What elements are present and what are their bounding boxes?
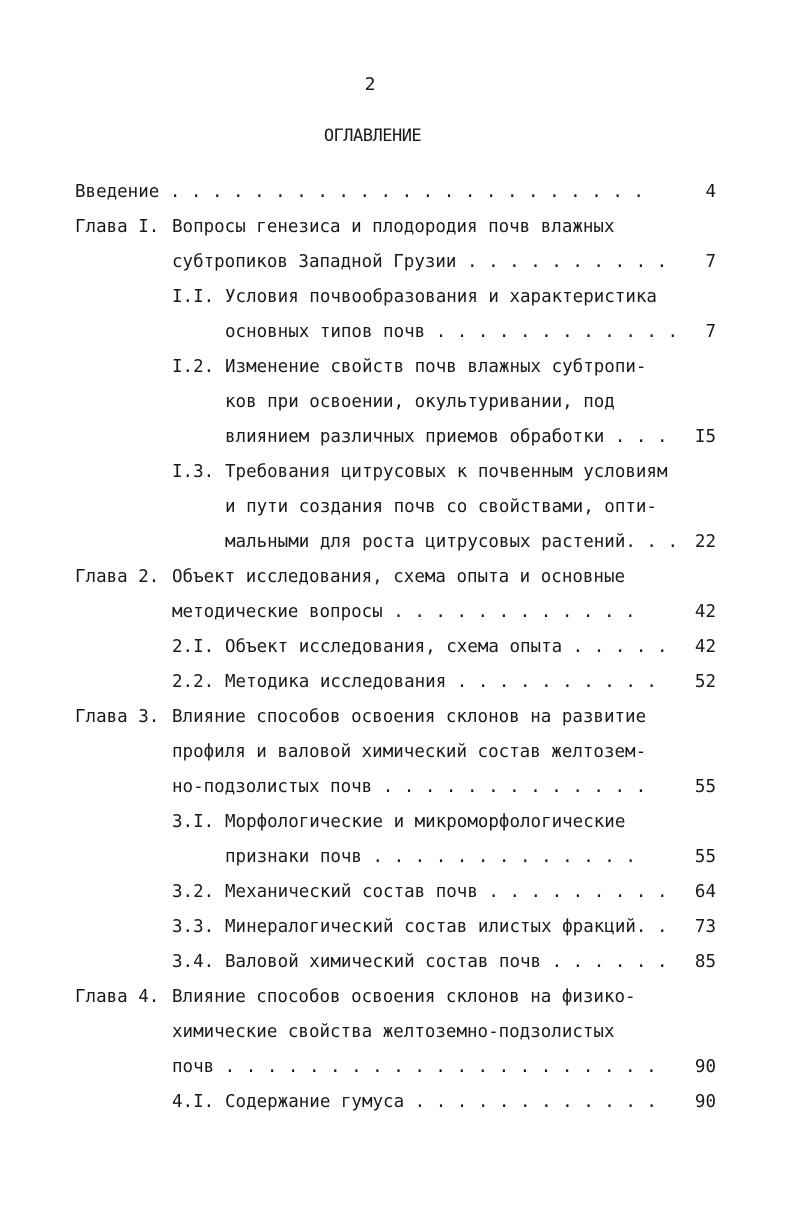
toc-entry-page: 7 [705,322,716,342]
toc-entry-page: 22 [694,532,716,552]
toc-entry-continuation [0,423,799,458]
toc-entry-section-3-2 [0,878,799,913]
toc-entry-text: признаки почв . . . . . . . . . . . . . [225,847,636,867]
toc-entry-page: 73 [694,917,716,937]
toc-entry-chapter-3 [0,703,799,738]
toc-entry-section-1-1 [0,283,799,318]
toc-entry-text: основных типов почв . . . . . . . . . . . . [225,322,679,342]
toc-entry-prefix: 3.2. [172,882,215,902]
toc-entry-text: Методика исследования . . . . . . . . . . [225,672,657,692]
toc-entry-chapter-2 [0,563,799,598]
table-of-contents [0,178,799,1123]
toc-entry-prefix: 3.4. [172,952,215,972]
toc-entry-text: химические свойства желтоземно-подзолистых [172,1022,615,1042]
toc-entry-text: Минералогический состав илистых фракций. . [225,917,668,937]
toc-entry-text: почв . . . . . . . . . . . . . . . . . . . . . [172,1057,657,1077]
toc-entry-prefix: I.2. [172,357,215,377]
toc-entry-text: Объект исследования, схема опыта . . . . . [225,637,668,657]
toc-entry-continuation [0,843,799,878]
toc-entry-text: Условия почвообразования и характеристика [225,287,657,307]
toc-entry-page: 42 [694,637,716,657]
toc-entry-text: влиянием различных приемов обработки . . . [225,427,668,447]
toc-entry-continuation [0,493,799,528]
toc-entry-prefix: 4.I. [172,1092,215,1112]
toc-entry-text: субтропиков Западной Грузии . . . . . . . . . . [172,252,668,272]
toc-entry-section-1-3 [0,458,799,493]
toc-entry-prefix: Глава I. [75,217,160,237]
toc-entry-continuation [0,1053,799,1088]
toc-entry-prefix: I.3. [172,462,215,482]
toc-entry-prefix: 2.2. [172,672,215,692]
toc-entry-text: методические вопросы . . . . . . . . . . . . [172,602,636,622]
toc-entry-page: 55 [694,777,716,797]
toc-entry-continuation [0,738,799,773]
toc-entry-page: 64 [694,882,716,902]
toc-entry-section-2-2 [0,668,799,703]
toc-entry-continuation [0,388,799,423]
toc-entry-section-3-4 [0,948,799,983]
toc-entry-prefix: 2.I. [172,637,215,657]
toc-entry-page: 90 [694,1092,716,1112]
toc-entry-introduction [0,178,799,213]
toc-entry-text: ков при освоении, окультуривании, под [225,392,615,412]
toc-entry-chapter-1 [0,213,799,248]
toc-entry-continuation [0,1018,799,1053]
toc-entry-prefix: Глава 4. [75,987,160,1007]
toc-entry-prefix: 3.3. [172,917,215,937]
toc-entry-text: Введение . . . . . . . . . . . . . . . . . . . . . . . [75,182,644,202]
toc-entry-prefix: Глава 2. [75,567,160,587]
toc-entry-page: 4 [705,182,716,202]
toc-entry-continuation [0,773,799,808]
toc-entry-prefix: I.I. [172,287,215,307]
toc-entry-page: 7 [705,252,716,272]
toc-entry-page: 85 [694,952,716,972]
toc-entry-text: мальными для роста цитрусовых растений. . . [225,532,679,552]
toc-entry-text: Содержание гумуса . . . . . . . . . . . . [225,1092,657,1112]
toc-entry-prefix: Глава 3. [75,707,160,727]
toc-entry-page: 55 [694,847,716,867]
toc-entry-text: Механический состав почв . . . . . . . . . [225,882,668,902]
toc-entry-text: но-подзолистых почв . . . . . . . . . . . . . [172,777,647,797]
toc-title: ОГЛАВЛЕНИЕ [323,126,422,146]
toc-entry-page: I5 [694,427,716,447]
toc-entry-text: Влияние способов освоения склонов на развитие [172,707,647,727]
toc-entry-page: 52 [694,672,716,692]
toc-entry-section-4-1 [0,1088,799,1123]
toc-entry-text: Объект исследования, схема опыта и основные [172,567,626,587]
toc-entry-continuation [0,318,799,353]
toc-entry-continuation [0,598,799,633]
toc-entry-text: Валовой химический состав почв . . . . . . [225,952,668,972]
toc-entry-page: 42 [694,602,716,622]
toc-entry-continuation [0,248,799,283]
toc-entry-text: Влияние способов освоения склонов на физико- [172,987,636,1007]
toc-entry-continuation [0,528,799,563]
toc-entry-prefix: 3.I. [172,812,215,832]
toc-entry-page: 90 [694,1057,716,1077]
toc-entry-text: Вопросы генезиса и плодородия почв влажных [172,217,615,237]
toc-entry-text: Требования цитрусовых к почвенным условиям [225,462,668,482]
toc-entry-chapter-4 [0,983,799,1018]
toc-entry-text: и пути создания почв со свойствами, опти- [225,497,657,517]
toc-entry-section-2-1 [0,633,799,668]
toc-entry-section-3-1 [0,808,799,843]
toc-entry-text: Изменение свойств почв влажных субтропи- [225,357,647,377]
toc-entry-section-3-3 [0,913,799,948]
toc-entry-text: Морфологические и микроморфологические [225,812,626,832]
page-number: 2 [364,74,376,95]
toc-entry-text: профиля и валовой химический состав желтозем- [172,742,647,762]
toc-entry-section-1-2 [0,353,799,388]
